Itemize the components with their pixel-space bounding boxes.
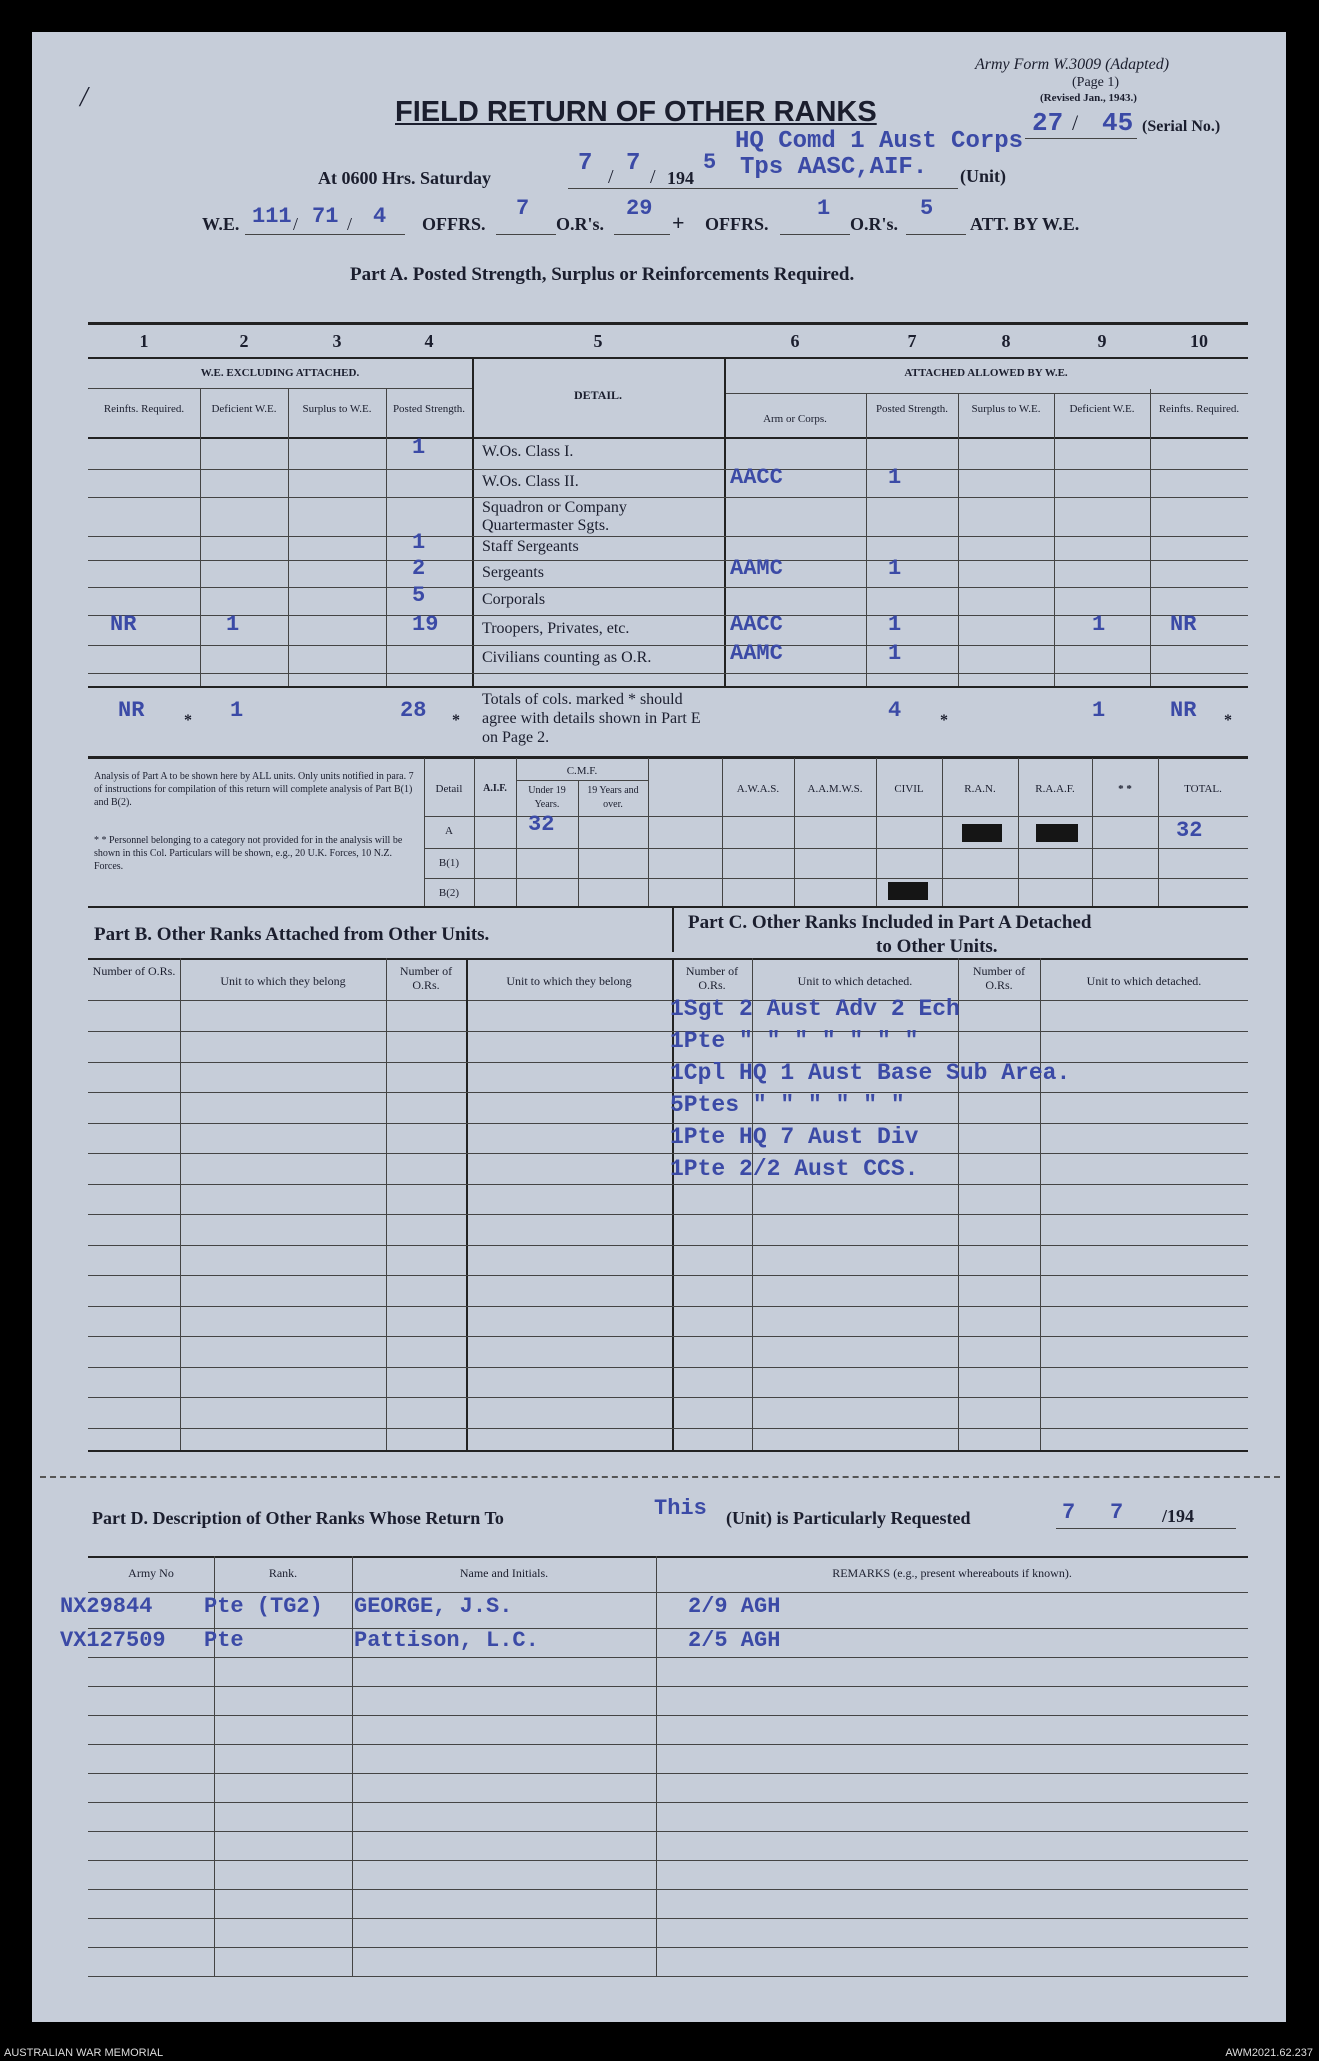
totals-star-0: * bbox=[184, 712, 192, 729]
rule-line bbox=[88, 1184, 1248, 1185]
serial-b: 45 bbox=[1102, 108, 1134, 138]
rule-line bbox=[958, 393, 959, 686]
row-6-c9: 1 bbox=[1092, 612, 1106, 637]
at-label: At 0600 Hrs. Saturday bbox=[318, 168, 492, 188]
rule-line bbox=[88, 673, 1248, 674]
row-6-c2: 1 bbox=[226, 612, 240, 637]
offrs-label: OFFRS. bbox=[422, 214, 486, 234]
rule-line bbox=[88, 615, 1248, 616]
totals-detail: Totals of cols. marked * should agree with details shown in Part E on Page 2. bbox=[482, 691, 701, 746]
part-b-h2: Unit to which they belong bbox=[220, 974, 346, 988]
group-right-header: ATTACHED ALLOWED BY W.E. bbox=[904, 367, 1068, 379]
part-c-entry-1: 1Pte " " " " " " " bbox=[670, 1028, 919, 1054]
redaction-mark bbox=[1036, 824, 1078, 842]
rule-line bbox=[88, 1773, 1248, 1774]
row-4-c7: 1 bbox=[888, 555, 902, 581]
row-6-c7: 1 bbox=[888, 612, 902, 637]
part-d-rank-1: Pte bbox=[204, 1628, 244, 1653]
offrs2-value: 1 bbox=[817, 196, 831, 221]
unit-label: (Unit) bbox=[960, 166, 1006, 186]
rule-line bbox=[88, 497, 1248, 498]
unit-line1: HQ Comd 1 Aust Corps bbox=[735, 128, 1024, 155]
row-detail-2: Squadron or Company Quartermaster Sgts. bbox=[482, 499, 627, 534]
col-header-1: Deficient W.E. bbox=[211, 403, 277, 415]
page-label: (Page 1) bbox=[1072, 75, 1120, 90]
row-1-arm: AACC bbox=[730, 465, 783, 490]
rule-line bbox=[672, 908, 674, 952]
ors-value: 29 bbox=[626, 196, 653, 221]
rule-line bbox=[88, 1976, 1248, 1977]
row-detail-7: Civilians counting as O.R. bbox=[482, 649, 652, 666]
part-a-title: Part A. Posted Strength, Surplus or Reinforcements Required. bbox=[350, 264, 855, 285]
rule-line bbox=[88, 1275, 1248, 1276]
serial-a: 27 bbox=[1032, 108, 1064, 138]
an-row-1: B(1) bbox=[438, 857, 460, 869]
row-0-c4: 1 bbox=[412, 435, 426, 460]
rule-line bbox=[88, 1947, 1248, 1948]
rule-line bbox=[88, 1831, 1248, 1832]
col-number-7: 7 bbox=[907, 331, 917, 351]
part-d-name-1: Pattison, L.C. bbox=[354, 1628, 539, 1653]
an-star-header: * * bbox=[1118, 783, 1132, 795]
analysis-note2: * * Personnel belonging to a category not provided for in the analysis will be shown in this Col. Particulars will be shown, e.g., 20 U.K. Forces, 10 N.Z. Forces. bbox=[94, 835, 403, 872]
totals-star-2: * bbox=[940, 712, 948, 729]
col-number-2: 2 bbox=[239, 331, 249, 351]
totals-c1: NR bbox=[118, 698, 145, 723]
rule-line bbox=[1158, 758, 1159, 908]
an-row-0: A bbox=[445, 825, 453, 837]
part-c-entry-3: 5Ptes " " " " " " bbox=[670, 1092, 905, 1118]
rule-line bbox=[958, 958, 959, 1452]
part-d-army-1: VX127509 bbox=[60, 1628, 166, 1653]
rule-line bbox=[88, 1245, 1248, 1246]
part-d-title-a: Part D. Description of Other Ranks Whose Return To bbox=[92, 1508, 504, 1528]
rule-line bbox=[352, 1556, 353, 1976]
ors2-value: 5 bbox=[920, 196, 934, 221]
rule-line bbox=[88, 469, 1248, 470]
rule-line bbox=[876, 758, 877, 908]
year-prefix: 194 bbox=[667, 168, 694, 188]
col-number-5: 5 bbox=[593, 331, 603, 351]
rule-line bbox=[180, 958, 181, 1452]
totals-c2: 1 bbox=[230, 698, 244, 723]
col-number-9: 9 bbox=[1097, 331, 1107, 351]
part-d-date-m: 7 bbox=[1110, 1500, 1124, 1525]
perforation-line bbox=[40, 1476, 1280, 1478]
totals-c9: 1 bbox=[1092, 698, 1106, 723]
rule-line bbox=[942, 758, 943, 908]
part-d-remarks-0: 2/9 AGH bbox=[688, 1594, 781, 1619]
an-over19-header: 19 Years and over. bbox=[587, 785, 639, 810]
rule-line bbox=[88, 536, 1248, 537]
an-under19-header: Under 19 Years. bbox=[528, 785, 566, 810]
col-number-3: 3 bbox=[332, 331, 342, 351]
serial-label: (Serial No.) bbox=[1142, 118, 1221, 135]
row-6-c10: NR bbox=[1170, 612, 1197, 637]
totals-star-1: * bbox=[452, 712, 460, 729]
part-c-h4: Unit to which detached. bbox=[1086, 974, 1202, 988]
col-number-10: 10 bbox=[1190, 331, 1208, 351]
totals-c10: NR bbox=[1170, 698, 1197, 723]
rule-line bbox=[214, 1556, 215, 1976]
part-d-date-y: /194 bbox=[1162, 1506, 1195, 1526]
rule-line bbox=[88, 1031, 1248, 1032]
part-c-entry-5: 1Pte 2/2 Aust CCS. bbox=[670, 1156, 919, 1182]
rule-line bbox=[88, 1123, 1248, 1124]
col-header-3: Posted Strength. bbox=[392, 403, 466, 415]
rule-line bbox=[288, 389, 289, 686]
part-d-title-b: (Unit) is Particularly Requested bbox=[726, 1508, 971, 1528]
row-4-c4: 2 bbox=[412, 555, 426, 581]
part-c-title2: to Other Units. bbox=[876, 936, 998, 957]
detail-header: DETAIL. bbox=[573, 388, 623, 402]
part-d-h-rank: Rank. bbox=[268, 1566, 298, 1580]
rule-line bbox=[648, 758, 649, 908]
row-6-arm: AACC bbox=[730, 612, 783, 637]
we-3: 4 bbox=[373, 204, 387, 229]
part-d-army-0: NX29844 bbox=[60, 1594, 153, 1619]
offrs2-label: OFFRS. bbox=[705, 214, 769, 234]
rule-line bbox=[88, 1628, 1248, 1629]
part-d-rank-0: Pte (TG2) bbox=[204, 1594, 323, 1619]
an-aif-header: A.I.F. bbox=[483, 783, 507, 794]
rule-line bbox=[1092, 758, 1093, 908]
col-number-1: 1 bbox=[139, 331, 149, 351]
army-form-label: Army Form W.3009 (Adapted) bbox=[975, 56, 1170, 73]
row-detail-1: W.Os. Class II. bbox=[482, 473, 579, 490]
part-d-to-value: This bbox=[654, 1496, 707, 1521]
plus-sign: + bbox=[672, 210, 685, 235]
rule-line bbox=[88, 1397, 1248, 1398]
rule-line bbox=[866, 393, 867, 686]
rule-line bbox=[88, 1336, 1248, 1337]
col-header-4: Arm or Corps. bbox=[763, 413, 827, 425]
redaction-mark bbox=[888, 882, 928, 900]
rule-line bbox=[472, 357, 474, 687]
rule-line bbox=[88, 587, 1248, 588]
rule-line bbox=[88, 1367, 1248, 1368]
col-number-6: 6 bbox=[790, 331, 800, 351]
row-5-c4: 5 bbox=[412, 583, 426, 608]
part-b-h4: Unit to which they belong bbox=[506, 974, 632, 988]
rule-line bbox=[88, 1592, 1248, 1593]
we-label: W.E. bbox=[202, 214, 240, 234]
rule-line bbox=[794, 758, 795, 908]
rule-line bbox=[724, 357, 726, 687]
an-detail-header: Detail bbox=[435, 783, 463, 795]
row-7-arm: AAMC bbox=[730, 641, 783, 666]
rule-line bbox=[88, 1860, 1248, 1861]
rule-line bbox=[88, 1657, 1248, 1658]
we-2: 71 bbox=[312, 204, 339, 229]
part-b-title: Part B. Other Ranks Attached from Other Units. bbox=[94, 924, 490, 945]
ors2-label: O.R's. bbox=[850, 214, 899, 234]
date-day: 7 bbox=[578, 150, 593, 177]
rule-line bbox=[424, 878, 1248, 879]
rule-line bbox=[516, 780, 648, 781]
part-b-h3: Number of O.Rs. bbox=[399, 964, 453, 992]
part-d-remarks-1: 2/5 AGH bbox=[688, 1628, 781, 1653]
rule-line bbox=[424, 848, 1248, 849]
part-c-title1: Part C. Other Ranks Included in Part A Detached bbox=[688, 912, 1092, 933]
rule-line bbox=[386, 389, 387, 686]
footer-right: AWM2021.62.237 bbox=[1225, 2047, 1313, 2059]
an-aamws-header: A.A.M.W.S. bbox=[807, 783, 863, 795]
analysis-note: Analysis of Part A to be shown here by ALL units. Only units notified in para. 7 of instructions for compilation of this return will complete analysis of Part B(1) and B(2). bbox=[94, 771, 414, 808]
we-1: 111 bbox=[252, 204, 292, 229]
offrs-value: 7 bbox=[516, 196, 530, 221]
an-a-aif: 32 bbox=[528, 812, 555, 837]
row-1-c7: 1 bbox=[888, 465, 902, 490]
row-6-c1: NR bbox=[110, 612, 137, 637]
rule-line bbox=[88, 1450, 1248, 1452]
part-b-h1: Number of O.Rs. bbox=[92, 964, 176, 978]
row-detail-3: Staff Sergeants bbox=[482, 538, 579, 555]
col-header-5: Posted Strength. bbox=[875, 403, 949, 415]
row-detail-0: W.Os. Class I. bbox=[482, 443, 574, 460]
rule-line bbox=[88, 1062, 1248, 1063]
footer-left: AUSTRALIAN WAR MEMORIAL bbox=[4, 2047, 164, 2059]
rule-line bbox=[722, 758, 723, 908]
part-c-entry-0: 1Sgt 2 Aust Adv 2 Ech bbox=[670, 996, 960, 1022]
page-title: FIELD RETURN OF OTHER RANKS bbox=[395, 96, 877, 128]
rule-line bbox=[88, 1153, 1248, 1154]
an-awas-header: A.W.A.S. bbox=[736, 783, 780, 795]
part-d-date-d: 7 bbox=[1062, 1500, 1076, 1525]
col-number-8: 8 bbox=[1001, 331, 1011, 351]
rule-line bbox=[474, 758, 475, 908]
rule-line bbox=[1150, 389, 1151, 686]
row-4-arm: AAMC bbox=[730, 555, 783, 581]
ors-label: O.R's. bbox=[556, 214, 605, 234]
rule-line bbox=[88, 1428, 1248, 1429]
group-left-header: W.E. EXCLUDING ATTACHED. bbox=[200, 367, 360, 379]
rule-line bbox=[88, 1686, 1248, 1687]
an-civil-header: CIVIL bbox=[894, 783, 924, 795]
col-header-8: Reinfts. Required. bbox=[1158, 403, 1240, 415]
rule-line bbox=[1018, 758, 1019, 908]
rule-line bbox=[88, 906, 1248, 908]
part-c-h3: Number of O.Rs. bbox=[972, 964, 1026, 992]
part-d-h-remarks: REMARKS (e.g., present whereabouts if known). bbox=[832, 1566, 1072, 1580]
year-suffix: 5 bbox=[703, 150, 717, 175]
part-d-name-0: GEORGE, J.S. bbox=[354, 1594, 513, 1619]
rule-line bbox=[88, 1802, 1248, 1803]
part-c-entry-4: 1Pte HQ 7 Aust Div bbox=[670, 1124, 919, 1150]
part-d-h-name: Name and Initials. bbox=[459, 1566, 549, 1580]
col-number-4: 4 bbox=[424, 331, 434, 351]
an-total-header: TOTAL. bbox=[1184, 783, 1222, 795]
part-c-entry-2: 1Cpl HQ 1 Aust Base Sub Area. bbox=[670, 1060, 1071, 1086]
part-c-h1: Number of O.Rs. bbox=[685, 964, 739, 992]
rule-line bbox=[386, 958, 387, 1452]
unit-line2: Tps AASC,AIF. bbox=[740, 154, 928, 181]
row-3-c4: 1 bbox=[412, 530, 426, 555]
row-6-c4: 19 bbox=[412, 612, 439, 637]
totals-c7: 4 bbox=[888, 698, 902, 723]
rule-line bbox=[88, 1715, 1248, 1716]
totals-star-3: * bbox=[1224, 712, 1232, 729]
rule-line bbox=[88, 958, 1248, 960]
col-header-6: Surplus to W.E. bbox=[971, 403, 1041, 415]
revised-label: (Revised Jan., 1943.) bbox=[1040, 92, 1137, 104]
rule-line bbox=[88, 1000, 1248, 1001]
page-mark: / bbox=[80, 82, 88, 113]
rule-line bbox=[88, 1918, 1248, 1919]
an-raap-header: R.A.A.F. bbox=[1035, 783, 1075, 795]
part-c-h2: Unit to which detached. bbox=[797, 974, 913, 988]
col-header-2: Surplus to W.E. bbox=[302, 403, 372, 415]
row-detail-6: Troopers, Privates, etc. bbox=[482, 620, 630, 637]
rule-line bbox=[656, 1556, 657, 1976]
rule-line bbox=[88, 1889, 1248, 1890]
rule-line bbox=[88, 1306, 1248, 1307]
rule-line bbox=[200, 389, 201, 686]
col-header-0: Reinfts. Required. bbox=[103, 403, 185, 415]
row-detail-5: Corporals bbox=[482, 591, 546, 608]
rule-line bbox=[466, 958, 468, 1452]
part-d-h-army: Army No bbox=[128, 1566, 174, 1580]
row-7-c7: 1 bbox=[888, 641, 902, 666]
rule-line bbox=[88, 1092, 1248, 1093]
col-header-7: Deficient W.E. bbox=[1069, 403, 1135, 415]
an-a-total: 32 bbox=[1176, 818, 1203, 843]
rule-line bbox=[88, 645, 1248, 646]
an-ran-header: R.A.N. bbox=[964, 783, 996, 795]
rule-line bbox=[1040, 958, 1041, 1452]
totals-c4: 28 bbox=[400, 698, 427, 723]
rule-line bbox=[88, 1556, 1248, 1558]
redaction-mark bbox=[962, 824, 1002, 842]
date-month: 7 bbox=[626, 150, 641, 177]
att-label: ATT. BY W.E. bbox=[970, 214, 1080, 234]
rule-line bbox=[1054, 393, 1055, 686]
rule-line bbox=[88, 1214, 1248, 1215]
row-detail-4: Sergeants bbox=[482, 563, 544, 581]
rule-line bbox=[88, 560, 1248, 561]
an-cmf-header: C.M.F. bbox=[566, 765, 598, 777]
an-row-2: B(2) bbox=[438, 887, 460, 899]
rule-line bbox=[88, 1744, 1248, 1745]
